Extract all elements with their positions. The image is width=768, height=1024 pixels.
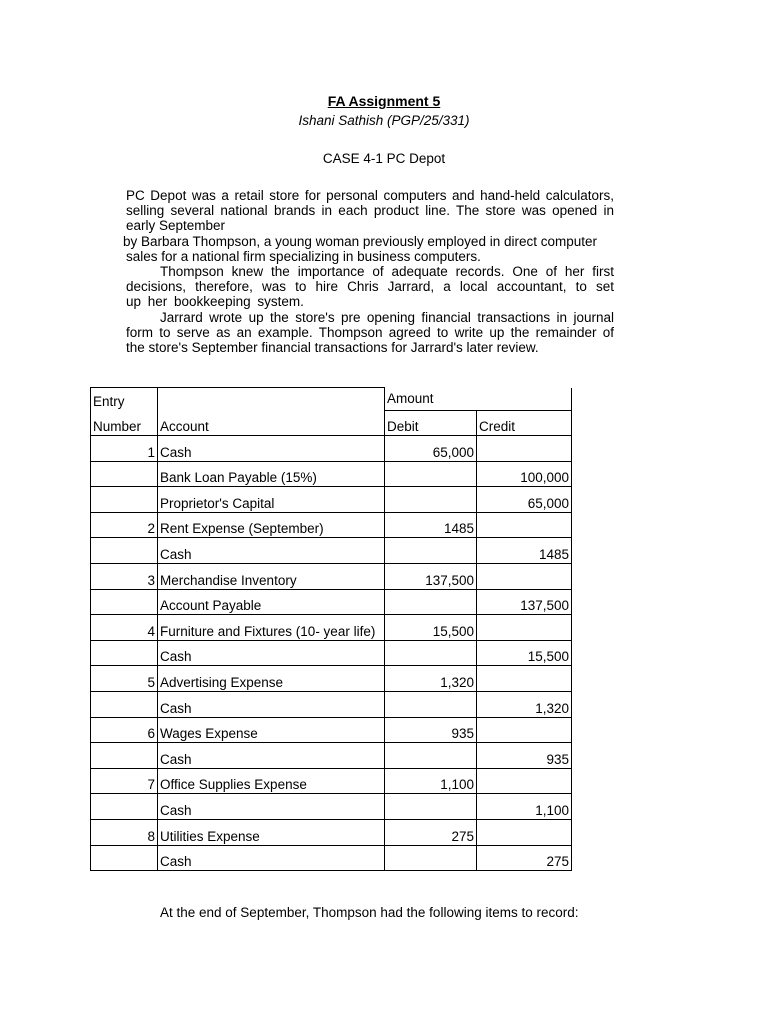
- table-row: [91, 794, 572, 820]
- account-cell: Utilities Expense: [158, 820, 385, 846]
- entry-header-top: Entry: [91, 388, 158, 411]
- intro-line: selling several national brands in each product line. The store was opened in: [126, 203, 614, 218]
- table-row: [91, 436, 572, 462]
- debit-cell: 1,100: [385, 768, 477, 794]
- table-header-row-1: [91, 388, 572, 411]
- table-row: [91, 461, 572, 487]
- entry-header-bottom: Number: [91, 410, 158, 436]
- table-row: [91, 820, 572, 846]
- debit-cell: [385, 743, 477, 769]
- intro-line: decisions, therefore, was to hire Chris Jarrard, a local accountant, to set: [126, 279, 614, 294]
- debit-cell: [385, 538, 477, 564]
- debit-cell: 137,500: [385, 564, 477, 590]
- entry-number-cell: 1: [91, 436, 158, 462]
- entry-number-cell: [91, 794, 158, 820]
- intro-line: sales for a national firm specializing in business computers.: [126, 249, 481, 264]
- account-cell: Cash: [158, 794, 385, 820]
- debit-cell: [385, 589, 477, 615]
- entry-number-cell: [91, 487, 158, 513]
- credit-cell: [477, 436, 572, 462]
- account-cell: Office Supplies Expense: [158, 768, 385, 794]
- debit-cell: [385, 461, 477, 487]
- entry-number-cell: [91, 743, 158, 769]
- document-title: FA Assignment 5: [327, 93, 441, 109]
- account-cell: Advertising Expense: [158, 666, 385, 692]
- credit-cell: 275: [477, 845, 572, 871]
- credit-cell: 15,500: [477, 640, 572, 666]
- intro-line: PC Depot was a retail store for personal computers and hand-held calculators,: [126, 188, 614, 203]
- account-cell: Cash: [158, 538, 385, 564]
- intro-line: by Barbara Thompson, a young woman previously employed in direct computer: [123, 234, 597, 249]
- entry-number-cell: [91, 461, 158, 487]
- table-row: [91, 743, 572, 769]
- debit-header: Debit: [385, 410, 477, 436]
- entry-number-cell: 5: [91, 666, 158, 692]
- credit-cell: 1,320: [477, 692, 572, 718]
- account-cell: Furniture and Fixtures (10- year life): [158, 615, 385, 641]
- journal-table: [90, 387, 572, 871]
- entry-number-cell: 2: [91, 512, 158, 538]
- account-cell: Bank Loan Payable (15%): [158, 461, 385, 487]
- intro-line: up her bookkeeping system.: [126, 294, 304, 309]
- table-row: [91, 564, 572, 590]
- intro-line: Thompson knew the importance of adequate records. One of her first: [160, 264, 614, 279]
- credit-header: Credit: [477, 410, 572, 436]
- credit-cell: 100,000: [477, 461, 572, 487]
- debit-cell: [385, 692, 477, 718]
- debit-cell: 935: [385, 717, 477, 743]
- entry-number-cell: 7: [91, 768, 158, 794]
- table-header-row-2: [91, 410, 572, 436]
- account-header-top: [158, 388, 385, 411]
- credit-cell: [477, 717, 572, 743]
- account-header: Account: [158, 410, 385, 436]
- credit-cell: [477, 768, 572, 794]
- table-row: [91, 666, 572, 692]
- credit-cell: [477, 512, 572, 538]
- entry-number-cell: 3: [91, 564, 158, 590]
- entry-number-cell: 8: [91, 820, 158, 846]
- footer-text: At the end of September, Thompson had the following items to record:: [160, 905, 579, 920]
- table-row: [91, 845, 572, 871]
- intro-line: form to serve as an example. Thompson agreed to write up the remainder of: [126, 325, 614, 340]
- credit-cell: [477, 666, 572, 692]
- debit-cell: 1485: [385, 512, 477, 538]
- table-row: [91, 589, 572, 615]
- entry-number-cell: 6: [91, 717, 158, 743]
- table-row: [91, 640, 572, 666]
- credit-cell: 1,100: [477, 794, 572, 820]
- entry-number-cell: 4: [91, 615, 158, 641]
- credit-cell: [477, 820, 572, 846]
- case-title: CASE 4-1 PC Depot: [322, 151, 446, 166]
- table-row: [91, 538, 572, 564]
- entry-number-cell: [91, 538, 158, 564]
- amount-header: Amount: [385, 388, 572, 411]
- table-row: [91, 717, 572, 743]
- debit-cell: 65,000: [385, 436, 477, 462]
- debit-cell: [385, 640, 477, 666]
- credit-cell: 65,000: [477, 487, 572, 513]
- credit-cell: 137,500: [477, 589, 572, 615]
- debit-cell: [385, 487, 477, 513]
- account-cell: Wages Expense: [158, 717, 385, 743]
- credit-cell: 935: [477, 743, 572, 769]
- table-row: [91, 615, 572, 641]
- account-cell: Cash: [158, 743, 385, 769]
- entry-number-cell: [91, 692, 158, 718]
- debit-cell: 1,320: [385, 666, 477, 692]
- intro-line: early September: [126, 218, 226, 233]
- account-cell: Cash: [158, 692, 385, 718]
- debit-cell: 15,500: [385, 615, 477, 641]
- credit-cell: [477, 564, 572, 590]
- debit-cell: 275: [385, 820, 477, 846]
- table-row: [91, 692, 572, 718]
- entry-number-cell: [91, 640, 158, 666]
- table-row: [91, 768, 572, 794]
- entry-number-cell: [91, 589, 158, 615]
- account-cell: Proprietor's Capital: [158, 487, 385, 513]
- account-cell: Cash: [158, 845, 385, 871]
- intro-line: the store's September financial transactions for Jarrard's later review.: [126, 340, 539, 355]
- credit-cell: [477, 615, 572, 641]
- credit-cell: 1485: [477, 538, 572, 564]
- account-cell: Account Payable: [158, 589, 385, 615]
- table-row: [91, 512, 572, 538]
- account-cell: Merchandise Inventory: [158, 564, 385, 590]
- debit-cell: [385, 845, 477, 871]
- account-cell: Rent Expense (September): [158, 512, 385, 538]
- entry-number-cell: [91, 845, 158, 871]
- table-row: [91, 487, 572, 513]
- intro-line: Jarrard wrote up the store's pre opening financial transactions in journal: [160, 310, 614, 325]
- author-line: Ishani Sathish (PGP/25/331): [298, 113, 470, 128]
- account-cell: Cash: [158, 436, 385, 462]
- account-cell: Cash: [158, 640, 385, 666]
- debit-cell: [385, 794, 477, 820]
